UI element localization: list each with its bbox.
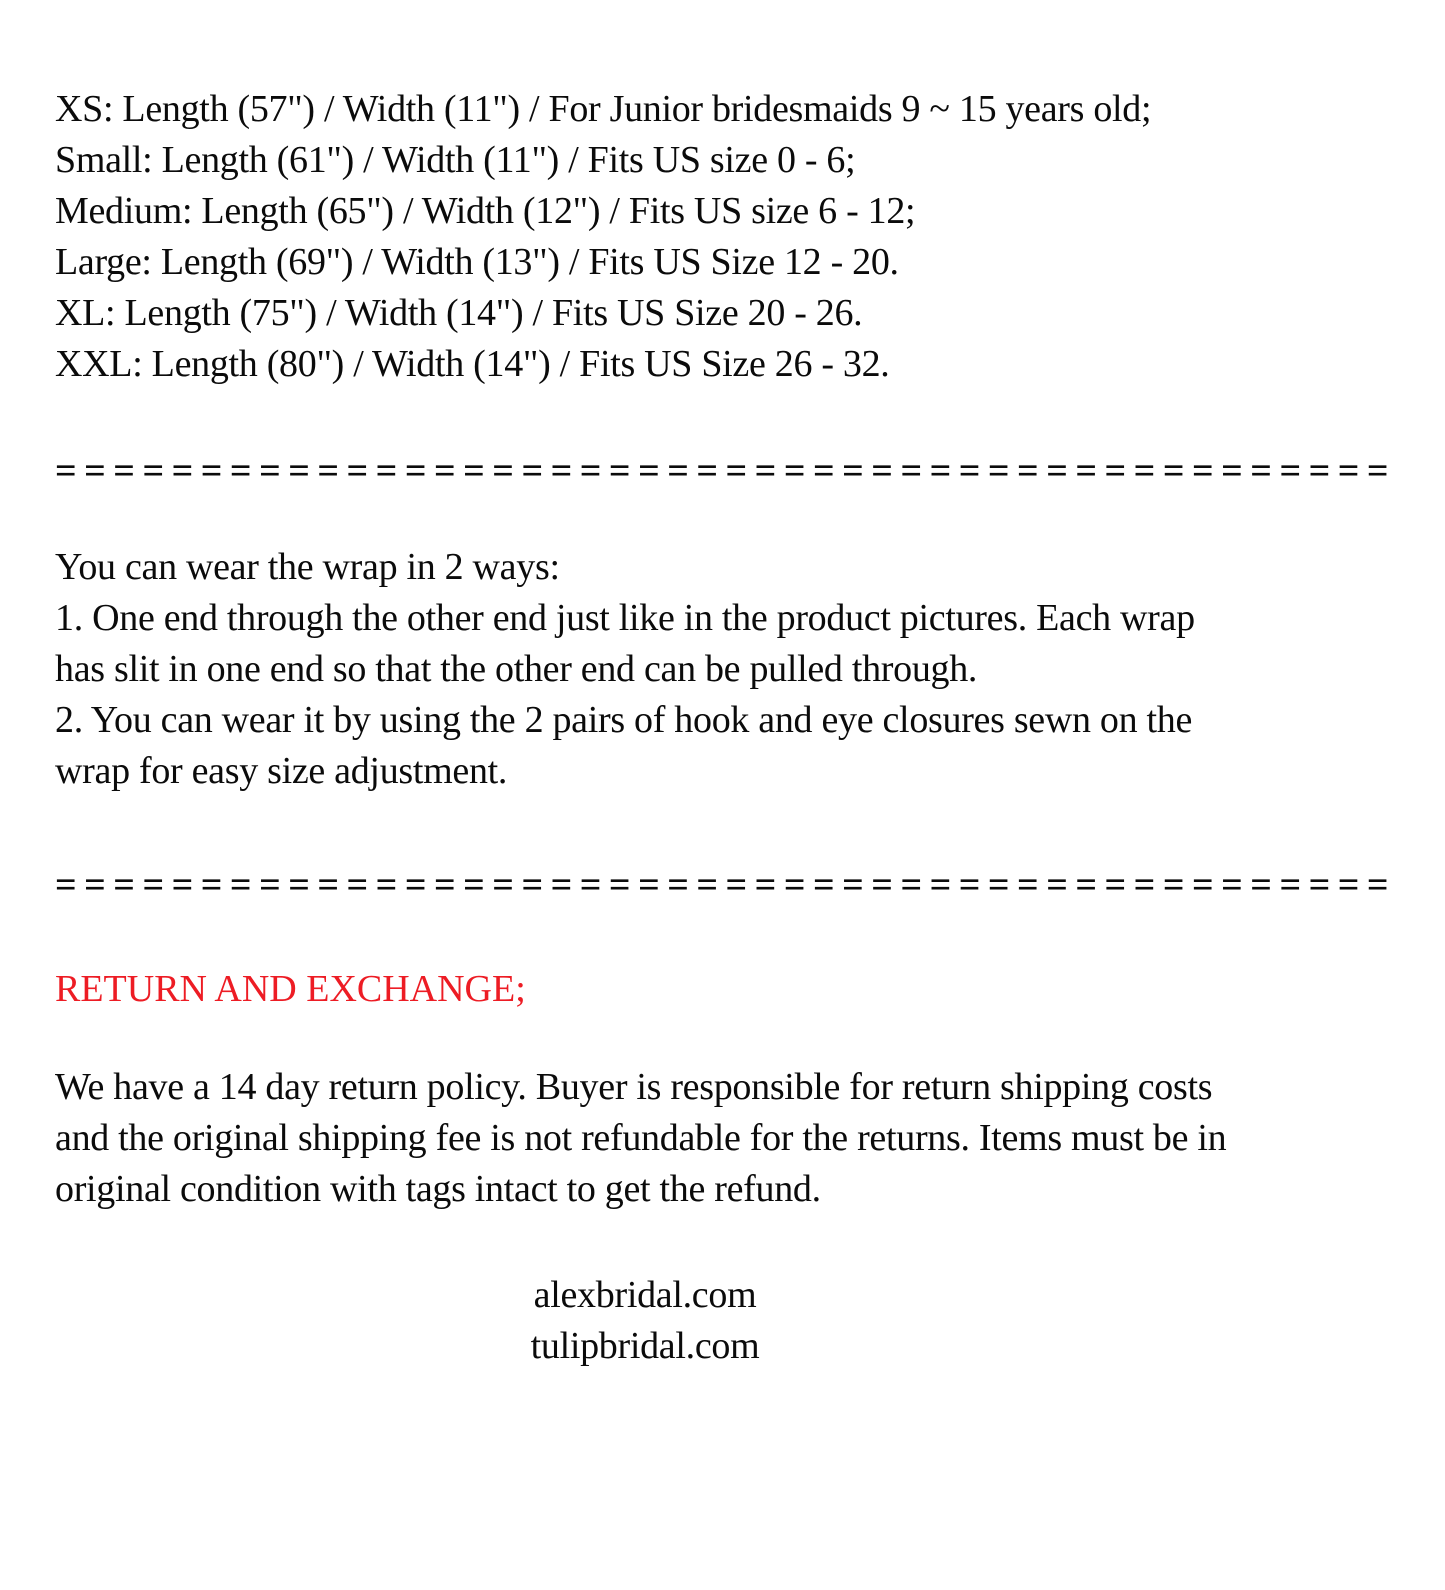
wear-way1-line-1: 1. One end through the other end just like in the product pictures. Each wrap — [55, 597, 1195, 639]
separator-line-top: ============================================== — [55, 450, 1397, 492]
wear-way1-line-2: has slit in one end so that the other end can be pulled through. — [55, 648, 978, 690]
website-alexbridal: alexbridal.com — [533, 1274, 757, 1316]
size-line-small: Small: Length (61") / Width (11") / Fits US size 0 - 6; — [55, 139, 856, 181]
policy-line-2: and the original shipping fee is not refundable for the returns. Items must be in — [55, 1117, 1227, 1159]
size-line-medium: Medium: Length (65") / Width (12") / Fits US size 6 - 12; — [55, 190, 916, 232]
website-tulipbridal: tulipbridal.com — [530, 1325, 760, 1367]
wear-way2-line-1: 2. You can wear it by using the 2 pairs of hook and eye closures sewn on the — [55, 699, 1193, 741]
size-line-xs: XS: Length (57") / Width (11") / For Junior bridesmaids 9 ~ 15 years old; — [55, 88, 1152, 130]
policy-line-3: original condition with tags intact to get the refund. — [55, 1168, 821, 1210]
wear-way2-line-2: wrap for easy size adjustment. — [55, 750, 508, 792]
size-line-xxl: XXL: Length (80") / Width (14") / Fits US Size 26 - 32. — [55, 343, 890, 385]
policy-line-1: We have a 14 day return policy. Buyer is responsible for return shipping costs — [55, 1066, 1213, 1108]
size-chart — [55, 84, 1415, 390]
size-line-xl: XL: Length (75") / Width (14") / Fits US Size 20 - 26. — [55, 292, 863, 334]
return-exchange-heading: RETURN AND EXCHANGE; — [55, 968, 526, 1010]
separator-line-bottom: ============================================== — [55, 864, 1397, 906]
wearing-instructions — [55, 542, 1415, 797]
size-line-large: Large: Length (69") / Width (13") / Fits US Size 12 - 20. — [55, 241, 899, 283]
footer-websites — [55, 1270, 1235, 1372]
wear-intro-line: You can wear the wrap in 2 ways: — [55, 546, 560, 588]
return-policy-paragraph — [55, 1062, 1415, 1215]
